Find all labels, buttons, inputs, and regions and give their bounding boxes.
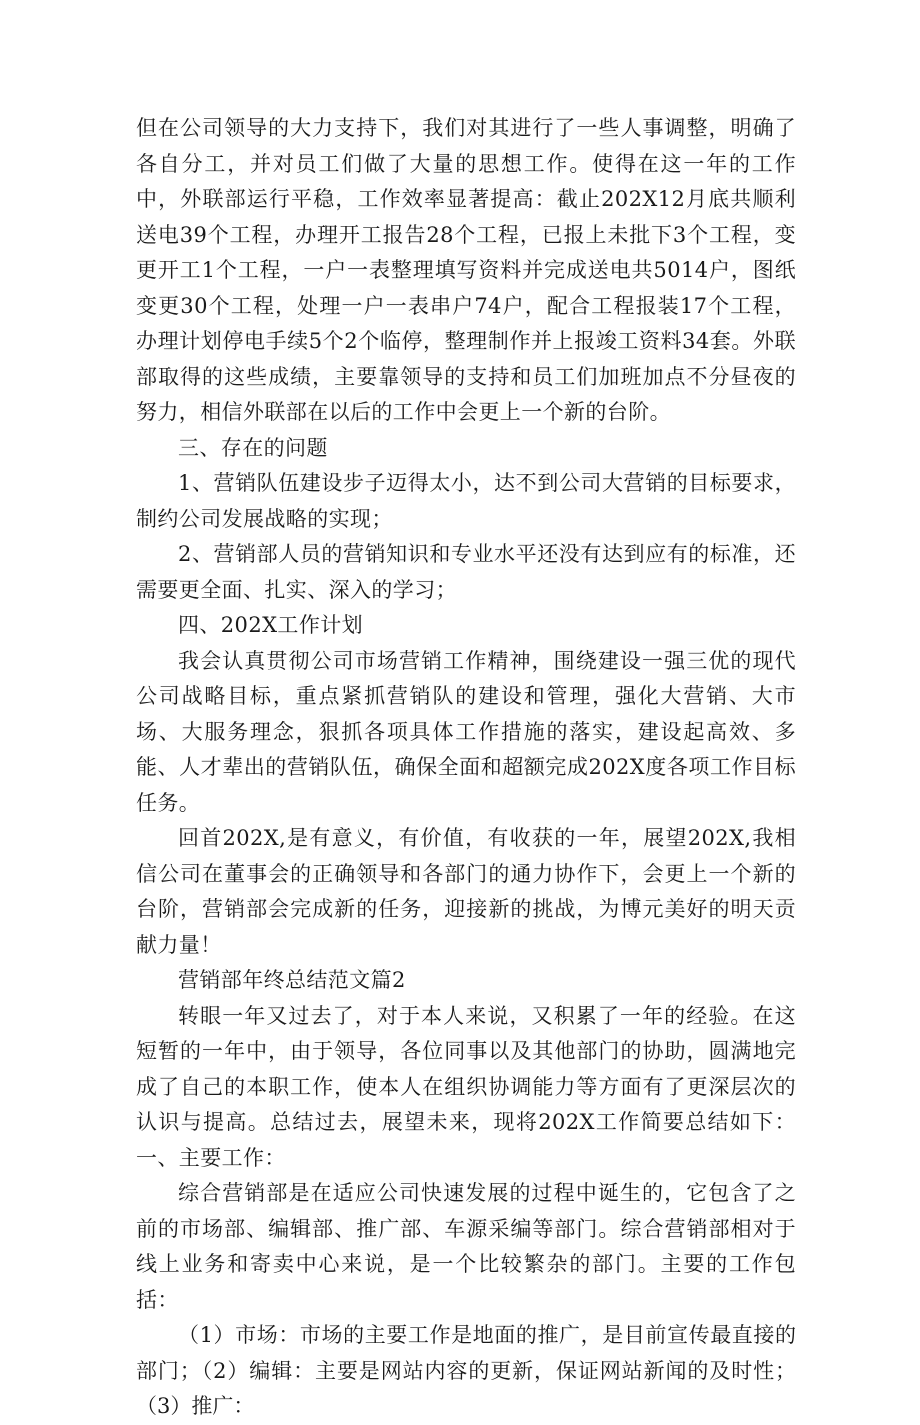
article-heading-sample-2: 营销部年终总结范文篇2 <box>178 968 406 992</box>
paragraph-intro-sample-2: 转眼一年又过去了，对于本人来说，又积累了一年的经验。在这短暂的一年中，由于领导，各位同事以及其他部门的协助，圆满地完成了自己的本职工作，使本人在组织协调能力等方面有了更深层次的认识与提高。总结过去，展望未来，现将202X工作简要总结如下：一、主要工作： <box>136 1003 796 1170</box>
paragraph-outlook: 回首202X,是有意义，有价值，有收获的一年，展望202X,我相信公司在董事会的正确领导和各部门的通力协作下，会更上一个新的台阶，营销部会完成新的任务，迎接新的挑战，为博元美好的明天贡献力量！ <box>136 826 796 957</box>
section-heading-problems: 三、存在的问题 <box>178 435 328 460</box>
paragraph-problem-2: 2、营销部人员的营销知识和专业水平还没有达到应有的标准，还需要更全面、扎实、深入的学习； <box>136 542 796 602</box>
paragraph-work-items: （1）市场：市场的主要工作是地面的推广，是目前宣传最直接的部门；（2）编辑：主要是网站内容的更新，保证网站新闻的及时性；（3）推广： <box>136 1323 796 1418</box>
paragraph-department-description: 综合营销部是在适应公司快速发展的过程中诞生的，它包含了之前的市场部、编辑部、推广部、车源采编等部门。综合营销部相对于线上业务和寄卖中心来说，是一个比较繁杂的部门。主要的工作包括： <box>136 1181 796 1312</box>
paragraph-problem-1: 1、营销队伍建设步子迈得太小，达不到公司大营销的目标要求，制约公司发展战略的实现； <box>136 471 796 531</box>
paragraph-work-plan: 我会认真贯彻公司市场营销工作精神，围绕建设一强三优的现代公司战略目标，重点紧抓营销队的建设和管理，强化大营销、大市场、大服务理念，狠抓各项具体工作措施的落实，建设起高效、多能、人才辈出的营销队伍，确保全面和超额完成202X度各项工作目标任务。 <box>136 648 796 815</box>
section-heading-work-plan: 四、202X工作计划 <box>178 613 364 637</box>
document-body <box>136 111 796 1425</box>
paragraph-personnel-results: 但在公司领导的大力支持下，我们对其进行了一些人事调整，明确了各自分工，并对员工们做了大量的思想工作。使得在这一年的工作中，外联部运行平稳，工作效率显著提高：截止202X12月底共顺利送电39个工程，办理开工报告28个工程，已报上未批下3个工程，变更开工1个工程，一户一表整理填写资料并完成送电共5014户，图纸变更30个工程，处理一户一表串户74户，配合工程报装17个工程，办理计划停电手续5个2个临停，整理制作并上报竣工资料34套。外联部取得的这些成绩，主要靠领导的支持和员工们加班加点不分昼夜的努力，相信外联部在以后的工作中会更上一个新的台阶。 <box>136 116 796 424</box>
